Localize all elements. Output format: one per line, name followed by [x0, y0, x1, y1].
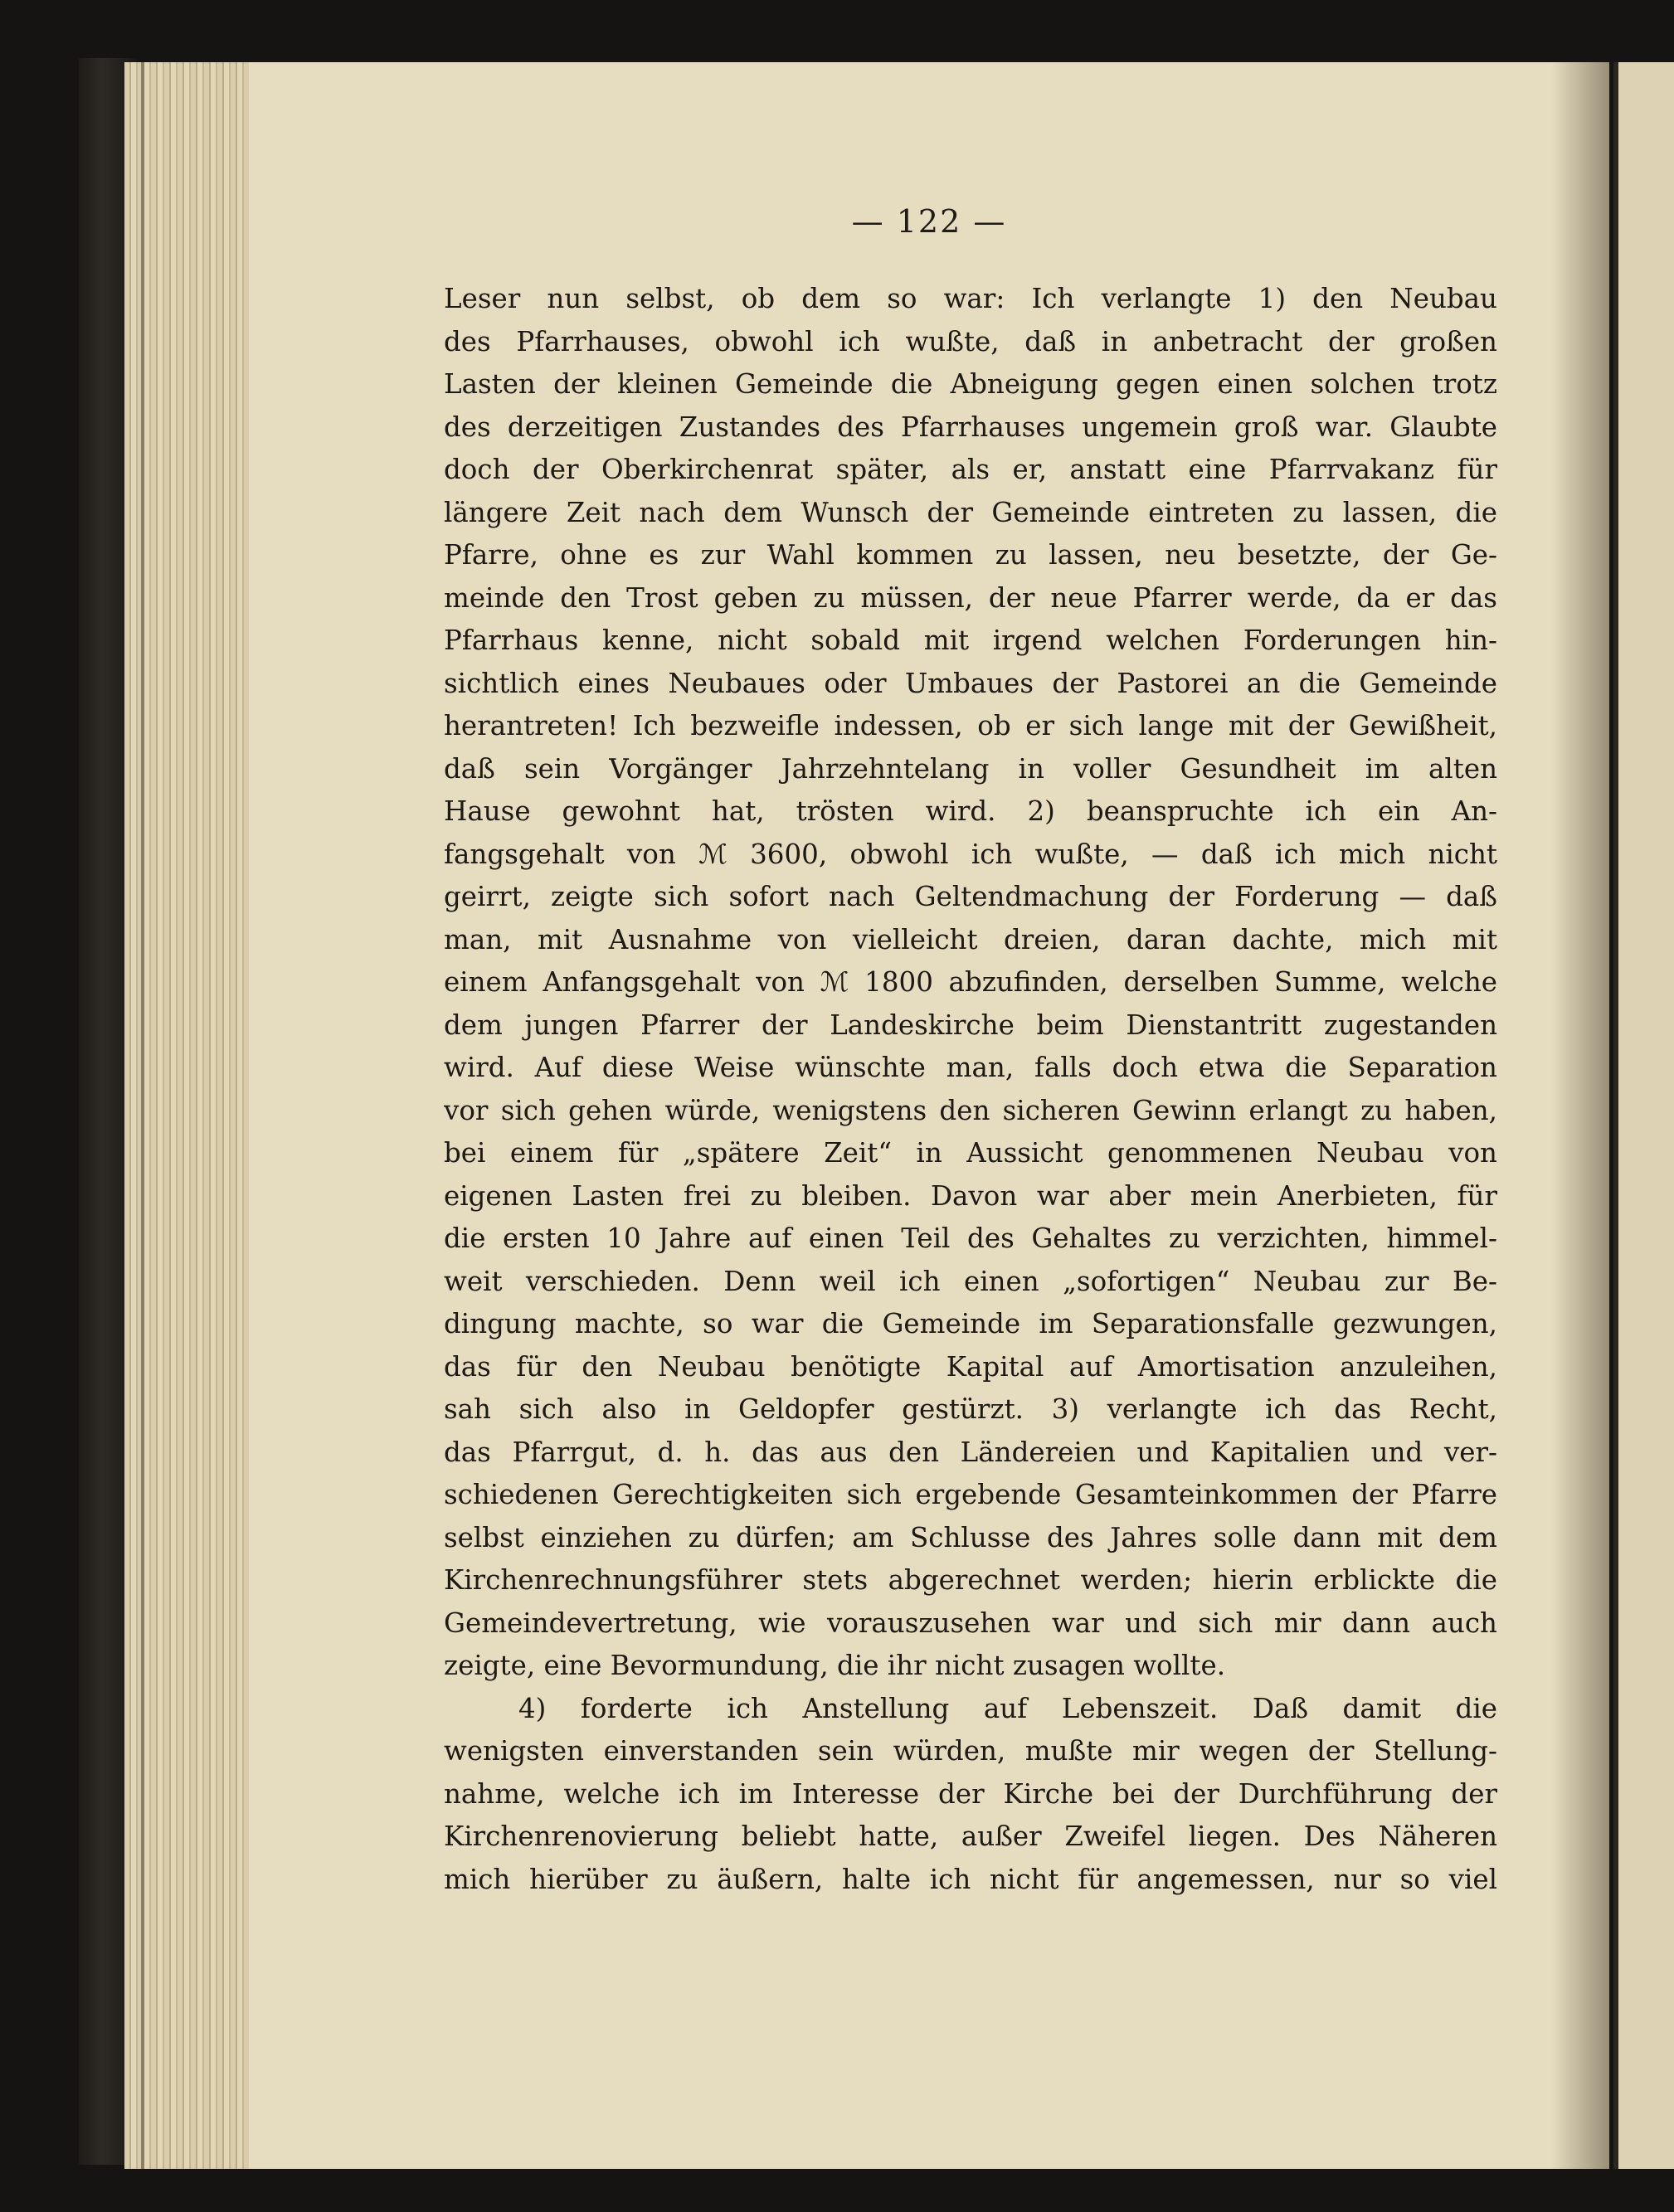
text-line: längere Zeit nach dem Wunsch der Gemeinde eintreten zu lassen, die — [444, 496, 1497, 528]
body-text — [444, 278, 1497, 1901]
text-line: sah sich also in Geldopfer gestürzt. 3) verlangte ich das Recht, — [444, 1393, 1497, 1425]
text-line: man, mit Ausnahme von vielleicht dreien, daran dachte, mich mit — [444, 923, 1497, 955]
text-line: bei einem für „spätere Zeit“ in Aussicht genommenen Neubau von — [444, 1137, 1497, 1169]
text-line: Hause gewohnt hat, trösten wird. 2) beanspruchte ich ein An- — [444, 795, 1497, 827]
text-line: selbst einziehen zu dürfen; am Schlusse des Jahres solle dann mit dem — [444, 1521, 1497, 1553]
page-number: — 122 — — [851, 203, 1007, 240]
text-line: nahme, welche ich im Interesse der Kirche bei der Durchführung der — [444, 1777, 1497, 1810]
text-line: des derzeitigen Zustandes des Pfarrhauses ungemein groß war. Glaubte — [444, 411, 1497, 443]
text-line: Gemeindevertretung, wie vorauszusehen war und sich mir dann auch — [444, 1607, 1497, 1639]
text-line: schiedenen Gerechtigkeiten sich ergebende Gesamteinkommen der Pfarre — [444, 1479, 1497, 1510]
text-line: einem Anfangsgehalt von ℳ 1800 abzufinden, derselben Summe, welche — [444, 966, 1497, 998]
text-line: herantreten! Ich bezweifle indessen, ob er sich lange mit der Gewißheit, — [444, 710, 1497, 741]
text-line: Kirchenrenovierung beliebt hatte, außer Zweifel liegen. Des Näheren — [444, 1821, 1497, 1852]
text-line: dingung machte, so war die Gemeinde im Separationsfalle gezwungen, — [444, 1308, 1497, 1339]
text-line: dem jungen Pfarrer der Landeskirche beim Dienstantritt zugestanden — [444, 1009, 1497, 1041]
text-line: Pfarre, ohne es zur Wahl kommen zu lassen, neu besetzte, der Ge- — [444, 539, 1497, 571]
text-line: eigenen Lasten frei zu bleiben. Davon war aber mein Anerbieten, für — [444, 1179, 1497, 1212]
text-line: fangsgehalt von ℳ 3600, obwohl ich wußte, — daß ich mich nicht — [444, 838, 1497, 870]
text-line: Kirchenrechnungsführer stets abgerechnet werden; hierin erblickte die — [444, 1564, 1497, 1596]
text-line: weit verschieden. Denn weil ich einen „sofortigen“ Neubau zur Be- — [444, 1265, 1497, 1297]
text-line: die ersten 10 Jahre auf einen Teil des Gehaltes zu verzichten, himmel- — [444, 1223, 1497, 1254]
text-line: doch der Oberkirchenrat später, als er, anstatt eine Pfarrvakanz für — [444, 454, 1497, 485]
text-line: Leser nun selbst, ob dem so war: Ich verlangte 1) den Neubau — [444, 283, 1497, 314]
text-line: Pfarrhaus kenne, nicht sobald mit irgend welchen Forderungen hin- — [444, 625, 1497, 656]
page-stack-edges — [124, 62, 249, 2169]
paragraph-start-line: 4) forderte ich Anstellung auf Lebenszeit. Daß damit die — [518, 1692, 1497, 1724]
text-line: wird. Auf diese Weise wünschte man, falls doch etwa die Separation — [444, 1052, 1497, 1083]
text-line: das für den Neubau benötigte Kapital auf Amortisation anzuleihen, — [444, 1350, 1497, 1383]
text-line: das Pfarrgut, d. h. das aus den Ländereien und Kapitalien und ver- — [444, 1436, 1497, 1468]
text-line: des Pfarrhauses, obwohl ich wußte, daß in anbetracht der großen — [444, 325, 1497, 357]
text-line: mich hierüber zu äußern, halte ich nicht für angemessen, nur so viel — [444, 1863, 1497, 1895]
text-line: daß sein Vorgänger Jahrzehntelang in voller Gesundheit im alten — [444, 752, 1497, 785]
text-line: zeigte, eine Bevormundung, die ihr nicht zusagen wollte. — [444, 1650, 1226, 1681]
text-line: Lasten der kleinen Gemeinde die Abneigung gegen einen solchen trotz — [444, 368, 1497, 400]
text-line: wenigsten einverstanden sein würden, mußte mir wegen der Stellung- — [444, 1735, 1497, 1767]
text-line: vor sich gehen würde, wenigstens den sicheren Gewinn erlangt zu haben, — [444, 1094, 1497, 1126]
facing-page-edge — [1613, 62, 1674, 2169]
text-line: geirrt, zeigte sich sofort nach Geltendmachung der Forderung — daß — [444, 881, 1497, 912]
text-line: meinde den Trost geben zu müssen, der neue Pfarrer werde, da er das — [444, 581, 1497, 614]
gutter-shadow — [1551, 62, 1609, 2169]
text-line: sichtlich eines Neubaues oder Umbaues der Pastorei an die Gemeinde — [444, 667, 1497, 699]
